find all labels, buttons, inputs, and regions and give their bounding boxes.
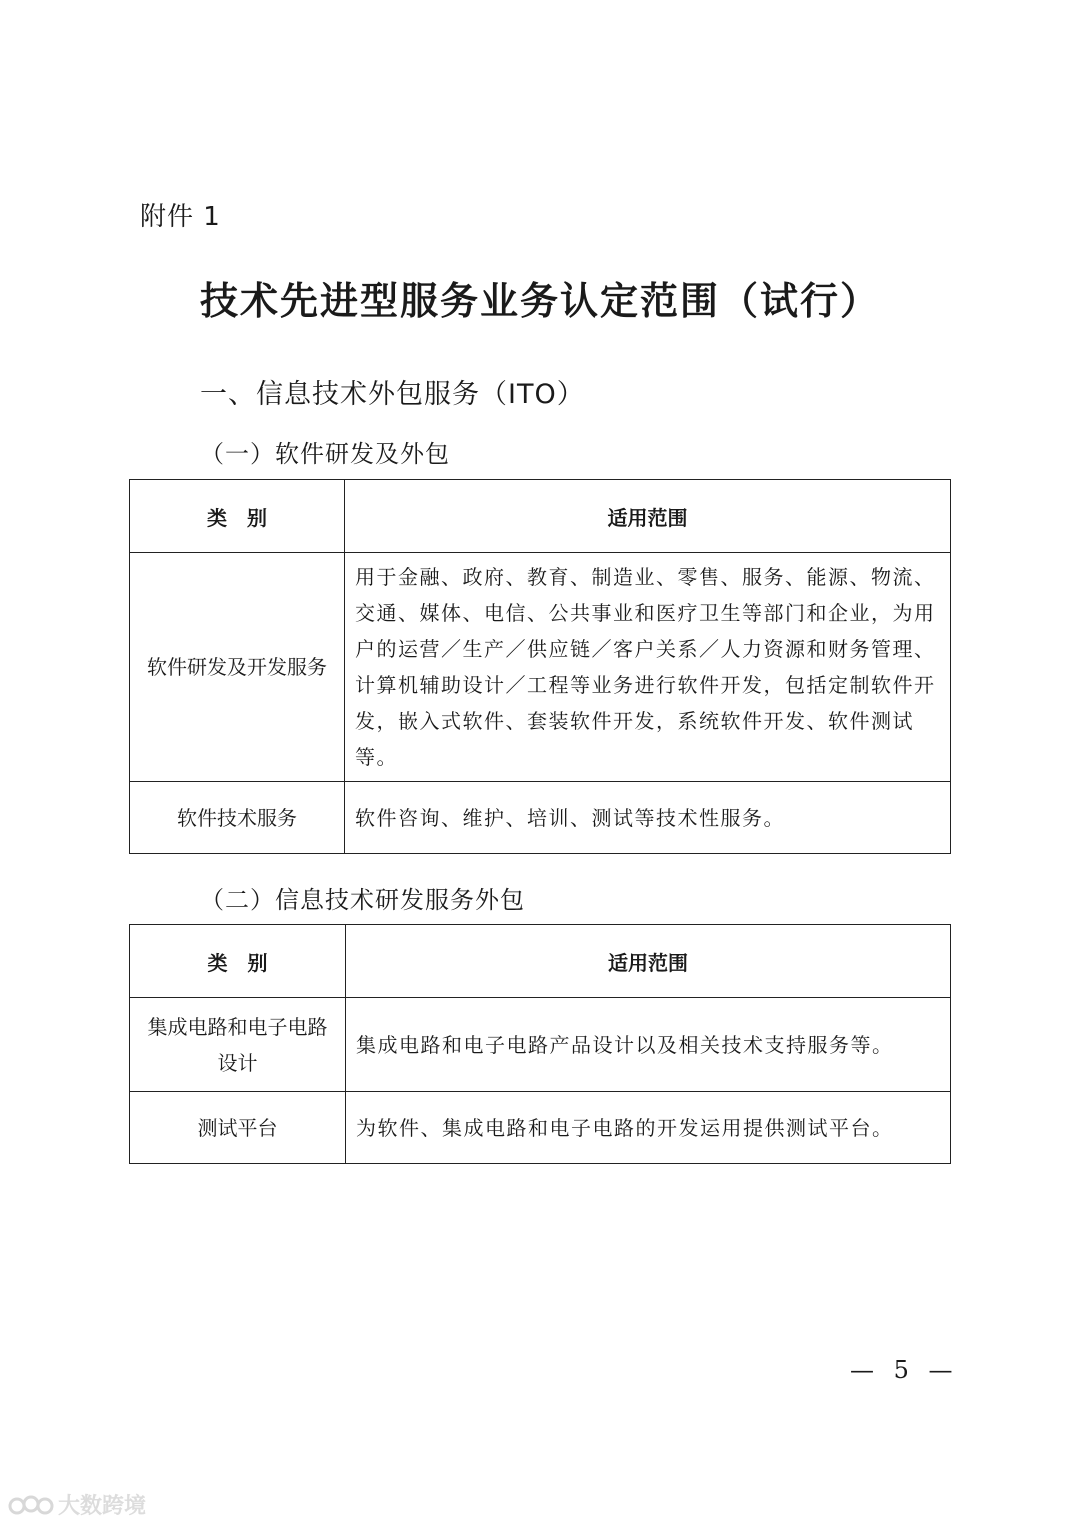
annex-label: 附件 1 — [140, 202, 221, 232]
category-cell: 软件研发及开发服务 — [130, 553, 345, 782]
category-cell: 集成电路和电子电路设计 — [130, 998, 346, 1092]
table-header-row — [130, 480, 951, 553]
table-row — [130, 998, 951, 1092]
watermark — [8, 1489, 146, 1520]
header-scope: 适用范围 — [346, 925, 951, 998]
category-cell: 软件技术服务 — [130, 782, 345, 854]
page-number: — 5 — — [850, 1356, 959, 1384]
scope-cell: 集成电路和电子电路产品设计以及相关技术支持服务等。 — [346, 998, 951, 1092]
document-title: 技术先进型服务业务认定范围（试行） — [199, 279, 880, 323]
table-row — [130, 782, 951, 854]
category-cell: 测试平台 — [130, 1092, 346, 1164]
header-category: 类别 — [130, 925, 346, 998]
header-scope: 适用范围 — [345, 480, 951, 553]
subsection-heading-software: （一）软件研发及外包 — [200, 440, 450, 468]
scope-cell: 为软件、集成电路和电子电路的开发运用提供测试平台。 — [346, 1092, 951, 1164]
section-heading-ito: 一、信息技术外包服务（ITO） — [200, 379, 585, 410]
scope-cell: 软件咨询、维护、培训、测试等技术性服务。 — [345, 782, 951, 854]
subsection-heading-it-rnd: （二）信息技术研发服务外包 — [200, 886, 525, 914]
it-rnd-scope-table — [129, 924, 951, 1164]
table-header-row — [130, 925, 951, 998]
header-category: 类别 — [130, 480, 345, 553]
table-row — [130, 1092, 951, 1164]
software-scope-table — [129, 479, 951, 854]
watermark-text: 大数跨境 — [58, 1494, 147, 1519]
table-row — [130, 553, 951, 782]
brand-logo-icon — [8, 1492, 54, 1518]
scope-cell: 用于金融、政府、教育、制造业、零售、服务、能源、物流、交通、媒体、电信、公共事业和医疗卫生等部门和企业，为用户的运营／生产／供应链／客户关系／人力资源和财务管理、计算机辅助设计／工程等业务进行软件开发，包括定制软件开发，嵌入式软件、套装软件开发，系统软件开发、软件测试等。 — [345, 553, 951, 782]
